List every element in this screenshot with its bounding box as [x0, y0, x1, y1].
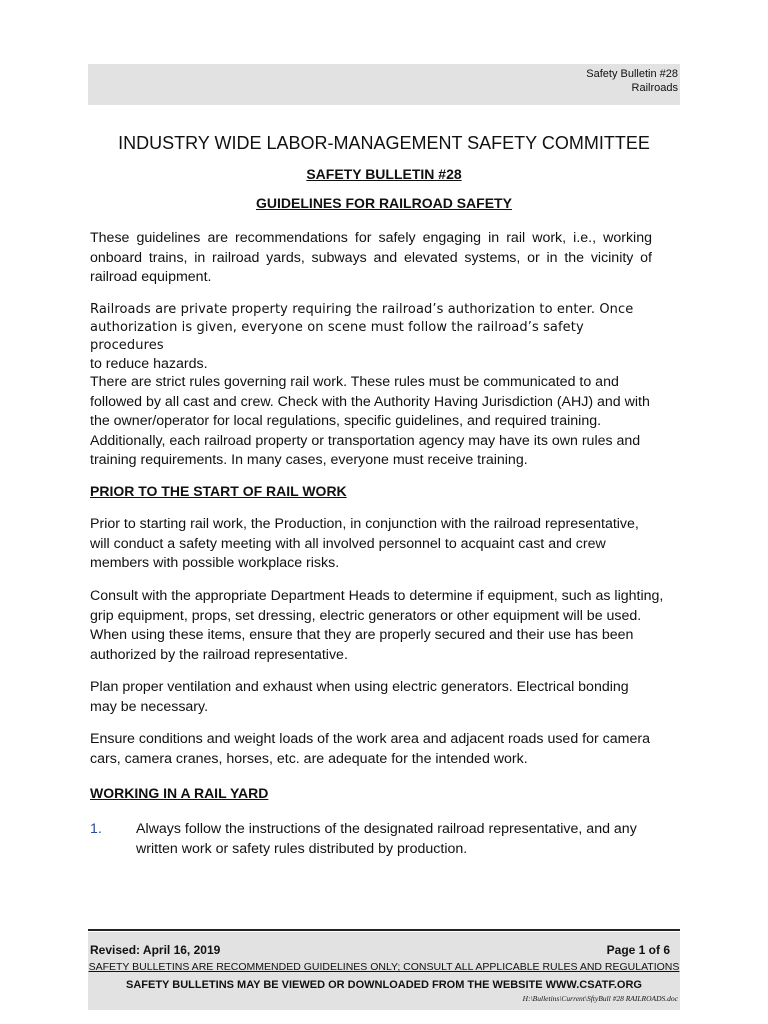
intro-paragraph-1: These guidelines are recommendations for safely engaging in rail work, i.e., working onboard trains, in railroad yards, subways and elevated systems, or in the vicinity of railroad equipment.	[90, 230, 652, 285]
header-bulletin-number: Safety Bulletin #28	[586, 68, 678, 80]
footer-file-path: H:\Bulletins\Current\SftyBull #28 RAILROADS.doc	[522, 994, 678, 1003]
section-heading-prior: PRIOR TO THE START OF RAIL WORK	[90, 483, 347, 499]
list-item-number: 1.	[90, 821, 102, 837]
footer-divider	[88, 929, 680, 931]
bulletin-title: SAFETY BULLETIN #28	[306, 166, 462, 182]
prior-paragraph-2: Consult with the appropriate Department Heads to determine if equipment, such as lighting, grip equipment, props, set dressing, electric generators or other equipment will be used. When using these items, ensure that they are properly secured and their use has been authorized by the railroad representative.	[90, 588, 664, 663]
intro-paragraph-2-end: to reduce hazards.	[90, 356, 208, 372]
list-item-text: Always follow the instructions of the designated railroad representative, and any written work or safety rules distributed by production.	[136, 821, 637, 857]
intro-paragraph-2	[90, 301, 652, 375]
intro-paragraph-2-sans: Railroads are private property requiring the railroad’s authorization to enter. Once authorization is given, everyone on scene must follow the railroad’s safety procedures	[90, 302, 634, 353]
footer-disclaimer: SAFETY BULLETINS ARE RECOMMENDED GUIDELINES ONLY; CONSULT ALL APPLICABLE RULES AND REGULATIONS	[88, 961, 680, 973]
prior-paragraph-4: Ensure conditions and weight loads of the work area and adjacent roads used for camera cars, camera cranes, horses, etc. are adequate for the intended work.	[90, 731, 650, 767]
committee-title: INDUSTRY WIDE LABOR-MANAGEMENT SAFETY COMMITTEE	[118, 133, 650, 153]
prior-paragraph-3: Plan proper ventilation and exhaust when using electric generators. Electrical bonding may be necessary.	[90, 679, 629, 715]
footer-website-note: SAFETY BULLETINS MAY BE VIEWED OR DOWNLOADED FROM THE WEBSITE WWW.CSATF.ORG	[126, 979, 642, 991]
header-topic: Railroads	[631, 82, 678, 94]
section-heading-rail-yard: WORKING IN A RAIL YARD	[90, 785, 269, 801]
prior-paragraph-1: Prior to starting rail work, the Production, in conjunction with the railroad representative, will conduct a safety meeting with all involved personnel to acquaint cast and crew members with possible workplace risks.	[90, 516, 639, 571]
footer-page-number: Page 1 of 6	[606, 943, 670, 957]
intro-paragraph-3: There are strict rules governing rail work. These rules must be communicated to and followed by all cast and crew. Check with the Authority Having Jurisdiction (AHJ) and with the owner/operator for local regulations, specific guidelines, and required training. Additionally, each railroad property or transportation agency may have its own rules and training requirements. In many cases, everyone must receive training.	[90, 374, 650, 468]
guidelines-title: GUIDELINES FOR RAILROAD SAFETY	[256, 195, 512, 211]
page-header	[88, 64, 680, 105]
footer-revised-date: Revised: April 16, 2019	[90, 943, 221, 957]
